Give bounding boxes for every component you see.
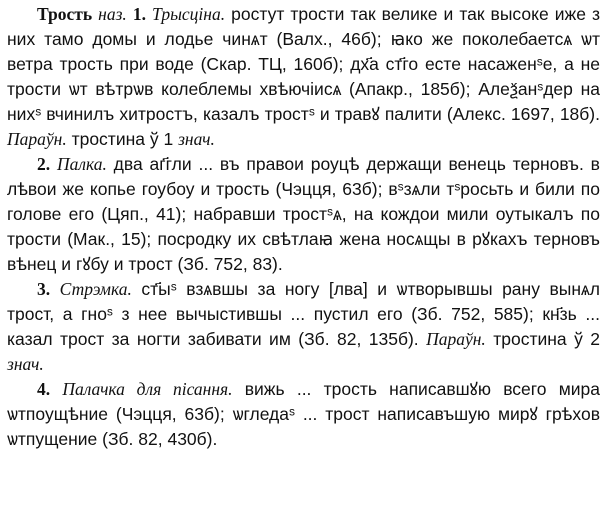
part-of-speech: наз. <box>98 4 127 24</box>
headword: Трость <box>37 4 93 24</box>
sense-citations: ст҃ыˢ взѧвшы за ногу [лва] и ѡтворывшы рану вынѧл трост, а гноˢ з нее вычыстившы ... пустил его (Зб. 752, 585); кн҃зь ... казал трост за ногти забивати им (Зб. 82, 135б). <box>7 279 600 349</box>
sense-number: 1. <box>132 4 146 24</box>
cross-reference-text: тростина ў 2 <box>485 329 600 349</box>
cross-reference-text: тростина ў 1 <box>66 129 179 149</box>
sense-4 <box>7 377 600 452</box>
sense-number: 3. <box>37 279 51 299</box>
cross-reference-note: знач. <box>7 354 44 374</box>
sense-gloss: Палка. <box>56 154 107 174</box>
sense-gloss: Стрэмка. <box>59 279 132 299</box>
sense-citations: ростут трости так велике и так высоке иже з них тамо домы и лодье чинѧт (Валх., 46б); ꙗко же поколебаетсѧ ѡт ветра трость при воде (Скар. ТЦ, 160б); дх҃а ст҃го есте насаженˢе, а не трости ѡт вѣтрѡв колеблемы хвѣючіисѧ (Апакр., 185б); Алеѯанˢдер на нихˢ вчинилъ хитростъ, казалъ тростˢ и травꙋ палити (Алекс. 1697, 18б). <box>7 4 600 124</box>
sense-2 <box>7 152 600 277</box>
sense-citations: вижь ... трость написавшꙋю всего мира ѡтпоущѣние (Чэцця, 63б); ѡгледаˢ ... трост написавъшую мирꙋ грѣхов ѡтпущение (Зб. 82, 430б). <box>7 379 600 449</box>
sense-citations: два аг҃гли ... въ правои роуцѣ держащи венець терновъ. в лѣвои же копье гоубоу и трость (Чэцця, 63б); вˢзѧли тˢросьть и били по голове его (Цяп., 41); набравши тростˢѧ, на кождои мили оутыкалъ по трости (Мак., 15); посродку их свѣтлаꙗ жена носѧщы в рꙋкахъ терновъ вѣнец и гꙋбу и трост (Зб. 752, 83). <box>7 154 600 274</box>
cross-reference-label: Параўн. <box>7 129 67 149</box>
cross-reference-note: знач. <box>178 129 215 149</box>
cross-reference-label: Параўн. <box>426 329 486 349</box>
sense-gloss: Палачка для пісання. <box>62 379 233 399</box>
sense-gloss: Трысціна. <box>152 4 226 24</box>
sense-number: 4. <box>37 379 51 399</box>
sense-3 <box>7 277 600 377</box>
sense-1 <box>7 2 600 152</box>
sense-number: 2. <box>37 154 51 174</box>
